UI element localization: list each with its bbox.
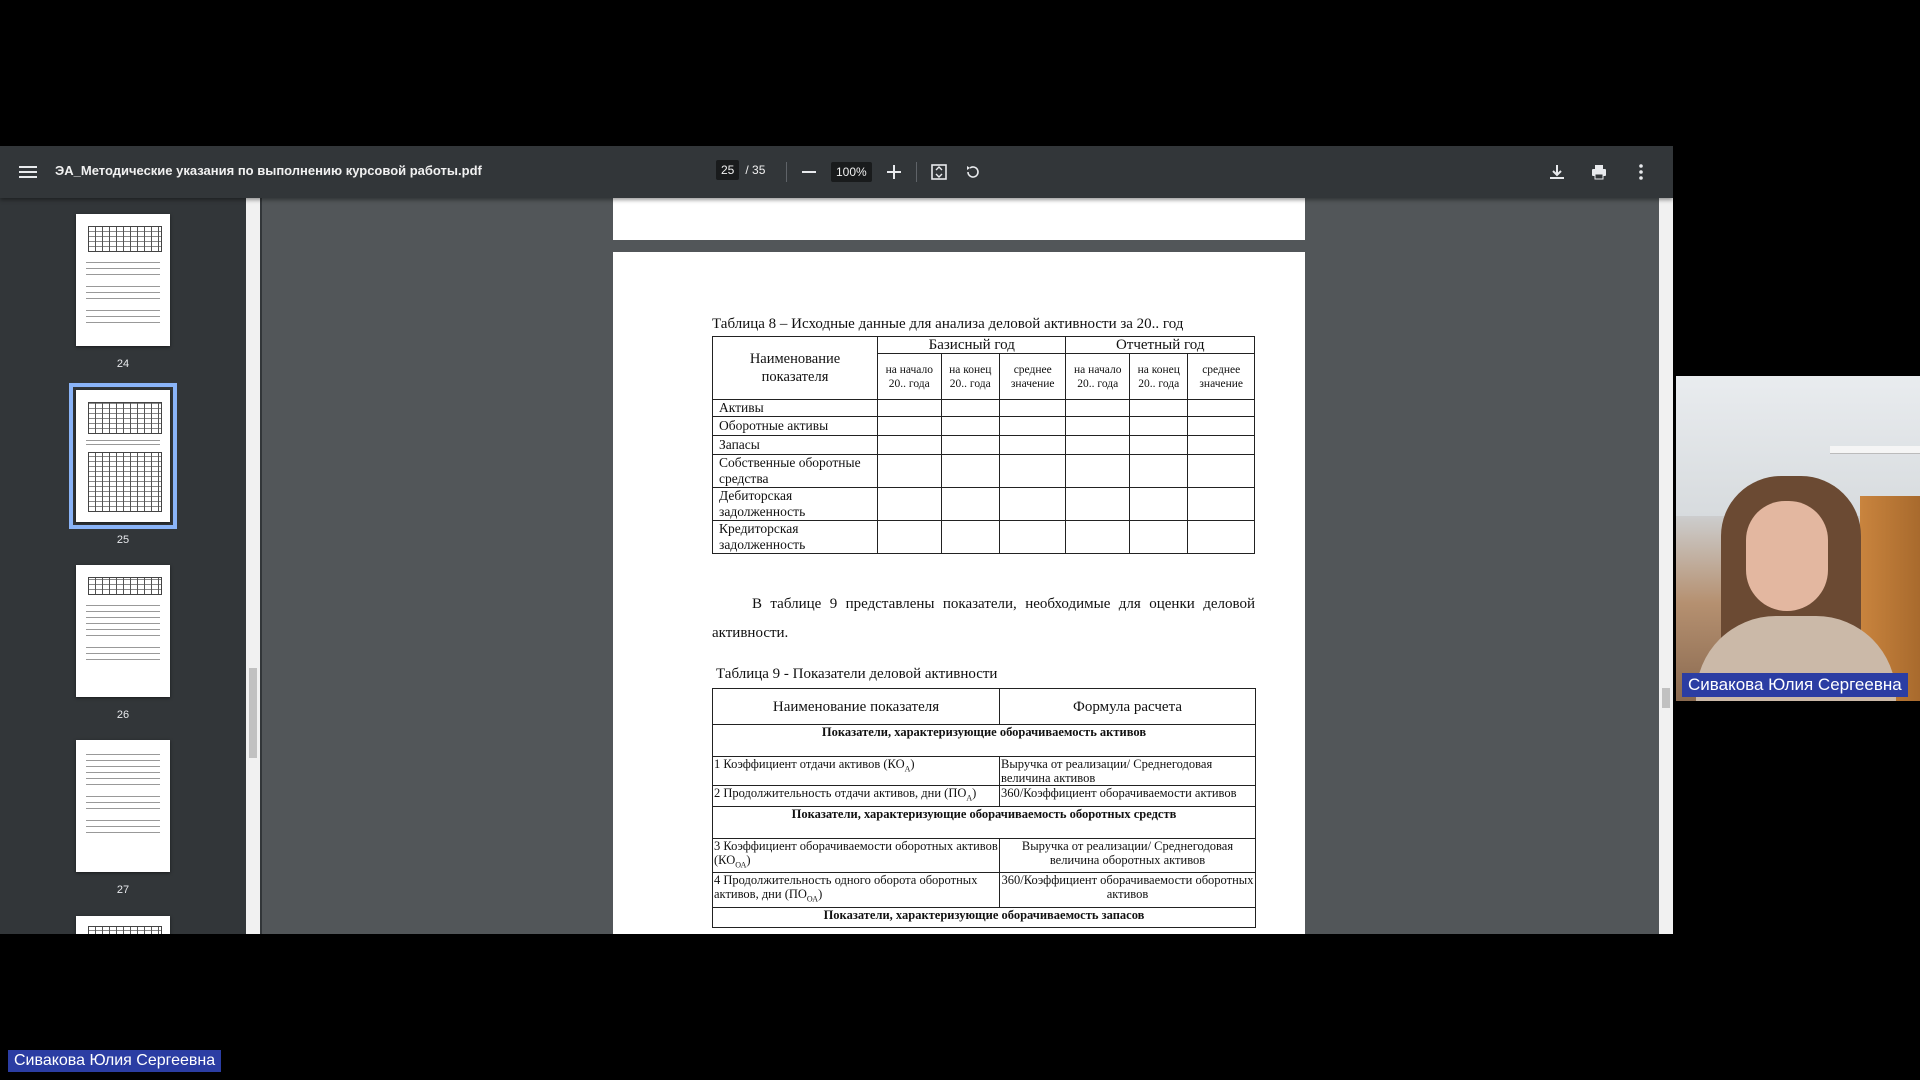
row-label: Оборотные активы bbox=[713, 417, 878, 436]
table8-sub-end: на конец 20.. года bbox=[941, 354, 999, 400]
separator bbox=[916, 162, 917, 182]
table9-col-formula: Формула расчета bbox=[1000, 689, 1256, 725]
table8-report-year: Отчетный год bbox=[1066, 337, 1255, 354]
table-row bbox=[713, 757, 1256, 786]
participant-name-label: Сивакова Юлия Сергеевна bbox=[1682, 673, 1908, 697]
thumbnail-page-24[interactable] bbox=[76, 214, 170, 370]
zoom-input[interactable]: 100% bbox=[831, 162, 872, 182]
table-row bbox=[713, 838, 1256, 873]
row-label: Кредиторская задолженность bbox=[713, 521, 878, 554]
video-background bbox=[1830, 446, 1920, 454]
thumbnail-label: 27 bbox=[116, 884, 130, 896]
indicator-name: 1 Коэффициент отдачи активов $(КО_А)$ bbox=[713, 757, 1000, 786]
self-name-label: Сивакова Юлия Сергеевна bbox=[8, 1050, 221, 1072]
thumbnail-page-26[interactable] bbox=[76, 565, 170, 721]
table8-sub-avg: среднее значение bbox=[999, 354, 1065, 400]
table9-group: Показатели, характеризующие оборачиваемость запасов bbox=[713, 907, 1256, 927]
thumbnail-image bbox=[76, 565, 170, 697]
row-label: Собственные оборотные средства bbox=[713, 455, 878, 488]
table-row bbox=[713, 786, 1256, 807]
thumbnail-label: 25 bbox=[116, 534, 130, 546]
right-toolbar bbox=[1545, 160, 1653, 184]
thumbnail-page-28[interactable] bbox=[76, 916, 170, 934]
row-label: Активы bbox=[713, 400, 878, 417]
table9-group: Показатели, характеризующие оборачиваемость активов bbox=[713, 725, 1256, 757]
indicator-name: 4 Продолжительность одного оборота оборотных активов, дни $(ПО_{ОА})$ bbox=[713, 873, 1000, 908]
sidebar-scrollbar[interactable] bbox=[246, 198, 260, 934]
table9-group: Показатели, характеризующие оборачиваемость оборотных средств bbox=[713, 806, 1256, 838]
document-title: ЭА_Методические указания по выполнению курсовой работы.pdf bbox=[55, 163, 482, 178]
print-icon[interactable] bbox=[1587, 160, 1611, 184]
thumbnail-image bbox=[76, 916, 170, 934]
table-row bbox=[713, 455, 1255, 488]
body-paragraph: В таблице 9 представлены показатели, необходимые для оценки деловой активности. bbox=[712, 596, 1255, 641]
sidebar-scrollbar-thumb[interactable] bbox=[249, 668, 257, 758]
indicator-name: 3 Коэффициент оборачиваемости оборотных активов $(КО_{ОА})$ bbox=[713, 838, 1000, 873]
table-row bbox=[713, 521, 1255, 554]
toolbar bbox=[0, 146, 1673, 198]
menu-icon[interactable] bbox=[16, 160, 40, 184]
participant-video[interactable] bbox=[1676, 376, 1920, 701]
indicator-formula: 360/Коэффициент оборачиваемости оборотных активов bbox=[1000, 873, 1256, 908]
table-row bbox=[713, 873, 1256, 908]
pdf-viewer bbox=[0, 146, 1673, 934]
thumbnail-page-27[interactable] bbox=[76, 740, 170, 896]
page-number-input[interactable]: 25 bbox=[716, 160, 739, 180]
table-row bbox=[713, 488, 1255, 521]
table-row bbox=[713, 400, 1255, 417]
table8-col-name: Наименование показателя bbox=[713, 337, 878, 400]
indicator-name: 2 Продолжительность отдачи активов, дни $(ПО_А)$ bbox=[713, 786, 1000, 807]
row-label: Запасы bbox=[713, 436, 878, 455]
table8-sub-start: на начало 20.. года bbox=[1066, 354, 1130, 400]
table8 bbox=[712, 336, 1255, 554]
fit-page-icon[interactable] bbox=[927, 160, 951, 184]
separator bbox=[786, 162, 787, 182]
thumbnail-image bbox=[76, 214, 170, 346]
table9-caption: Таблица 9 - Показатели деловой активности bbox=[716, 666, 998, 682]
thumbnail-page-25[interactable] bbox=[76, 390, 170, 546]
thumbnail-image bbox=[76, 740, 170, 872]
table8-sub-end: на конец 20.. года bbox=[1130, 354, 1188, 400]
zoom-in-icon[interactable] bbox=[882, 160, 906, 184]
more-options-icon[interactable] bbox=[1629, 160, 1653, 184]
row-label: Дебиторская задолженность bbox=[713, 488, 878, 521]
zoom-controls bbox=[786, 160, 985, 184]
document-scrollbar[interactable] bbox=[1659, 198, 1673, 934]
indicator-formula: Выручка от реализации/ Среднегодовая величина оборотных активов bbox=[1000, 838, 1256, 873]
table8-sub-start: на начало 20.. года bbox=[878, 354, 942, 400]
table9-col-name: Наименование показателя bbox=[713, 689, 1000, 725]
rotate-icon[interactable] bbox=[961, 160, 985, 184]
table9 bbox=[712, 688, 1256, 928]
zoom-out-icon[interactable] bbox=[797, 160, 821, 184]
thumbnail-sidebar bbox=[0, 198, 262, 934]
download-icon[interactable] bbox=[1545, 160, 1569, 184]
thumbnail-label: 24 bbox=[116, 358, 130, 370]
thumbnail-label: 26 bbox=[116, 709, 130, 721]
total-pages: / 35 bbox=[745, 163, 766, 177]
table8-base-year: Базисный год bbox=[878, 337, 1066, 354]
indicator-formula: Выручка от реализации/ Среднегодовая величина активов bbox=[1000, 757, 1256, 786]
table8-caption: Таблица 8 – Исходные данные для анализа деловой активности за 20.. год bbox=[712, 316, 1184, 332]
page-selector bbox=[716, 160, 765, 180]
document-scrollbar-thumb[interactable] bbox=[1662, 688, 1670, 708]
table-row bbox=[713, 417, 1255, 436]
participant-figure bbox=[1746, 501, 1828, 611]
thumbnail-image bbox=[76, 390, 170, 522]
indicator-formula: 360/Коэффициент оборачиваемости активов bbox=[1000, 786, 1256, 807]
pdf-page bbox=[613, 252, 1305, 934]
document-area bbox=[262, 198, 1673, 934]
table8-sub-avg: среднее значение bbox=[1188, 354, 1255, 400]
previous-page-bottom bbox=[613, 198, 1305, 240]
table-row bbox=[713, 436, 1255, 455]
